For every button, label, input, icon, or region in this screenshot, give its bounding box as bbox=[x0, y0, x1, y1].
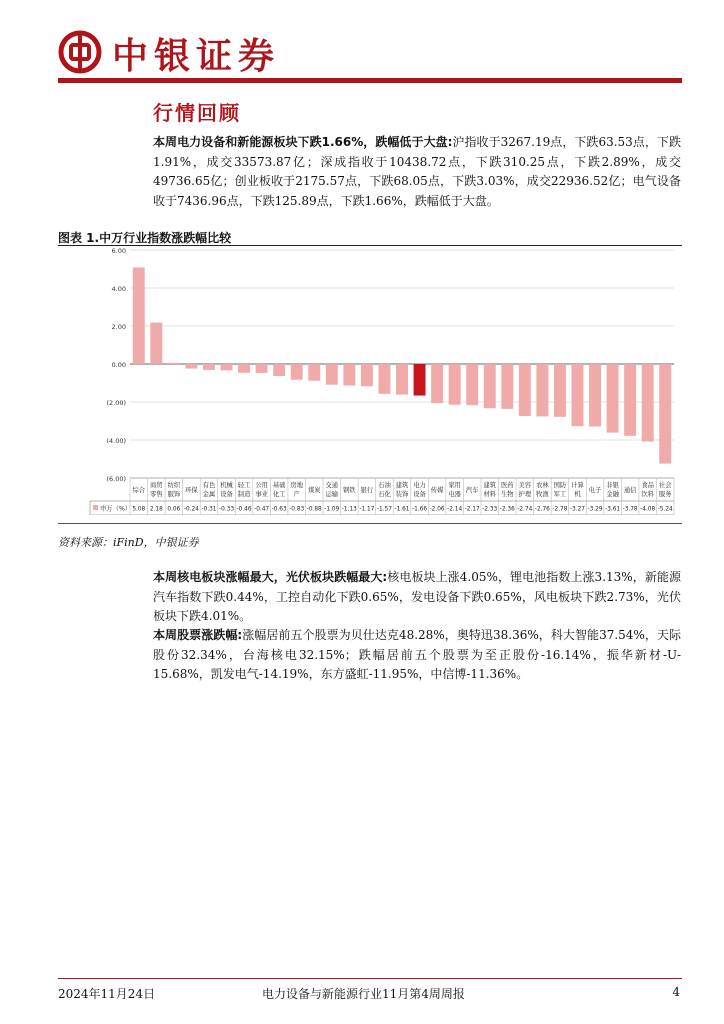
bar-建筑装饰 bbox=[396, 364, 408, 395]
bar-房地产 bbox=[291, 364, 303, 380]
x-tick-label: 公用事业 bbox=[255, 482, 268, 498]
bar-商贸零售 bbox=[150, 323, 162, 364]
data-value-label: -3.78 bbox=[622, 506, 638, 513]
bar-纺织服饰 bbox=[168, 363, 180, 364]
bar-国防军工 bbox=[554, 364, 566, 417]
x-tick-label: 食品饮料 bbox=[641, 482, 654, 498]
y-tick-label: (2.00) bbox=[106, 399, 126, 407]
data-value-label: -2.17 bbox=[464, 506, 480, 513]
data-value-label: -0.31 bbox=[201, 506, 217, 513]
bar-通信 bbox=[624, 364, 636, 436]
x-tick-label: 基础化工 bbox=[272, 482, 286, 498]
x-tick-label: 国防军工 bbox=[553, 482, 567, 498]
page-number: 4 bbox=[672, 985, 680, 999]
x-tick-label: 机械设备 bbox=[220, 482, 233, 498]
data-value-label: -0.24 bbox=[183, 506, 199, 513]
y-tick-label: 0.00 bbox=[111, 361, 126, 369]
bar-银行 bbox=[361, 364, 373, 386]
data-value-label: -0.83 bbox=[289, 506, 305, 513]
data-value-label: 5.08 bbox=[132, 506, 146, 513]
x-tick-label: 煤炭 bbox=[307, 487, 321, 494]
market-summary-lead: 本周电力设备和新能源板块下跌1.66%，跌幅低于大盘: bbox=[153, 135, 453, 149]
data-value-label: -4.08 bbox=[640, 506, 656, 513]
data-value-label: -3.27 bbox=[569, 506, 585, 513]
brand-name: 中银证券 bbox=[112, 36, 281, 77]
x-tick-label: 钢铁 bbox=[343, 487, 356, 494]
x-tick-label: 电力设备 bbox=[413, 482, 426, 498]
data-value-label: -1.57 bbox=[376, 506, 392, 513]
y-tick-label: 6.00 bbox=[111, 247, 126, 255]
data-value-label: -0.63 bbox=[271, 506, 287, 513]
x-tick-label: 医药生物 bbox=[500, 482, 514, 498]
bar-机械设备 bbox=[221, 364, 233, 370]
market-summary-text: 沪指收于3267.19点，下跌63.53点，下跌1.91%，成交33573.87亿；深成指收于10438.72点，下跌310.25点，下跌2.89%，成交49736.65亿；创业板收于2175.57点，下跌68.05点，下跌3.03%，成交22936.52亿；电气设备收于7436.96点，下跌125.89点，下跌1.66%，跌幅低于大盘。 bbox=[153, 135, 681, 208]
data-value-label: 0.06 bbox=[167, 506, 181, 513]
bar-社会服务 bbox=[659, 364, 671, 464]
x-tick-label: 建筑装饰 bbox=[395, 482, 409, 498]
legend-label: 申万（%） bbox=[100, 505, 132, 513]
data-value-label: -2.74 bbox=[517, 506, 533, 513]
bar-煤炭 bbox=[308, 364, 320, 381]
data-value-label: -2.06 bbox=[429, 506, 445, 513]
bar-有色金属 bbox=[203, 364, 215, 370]
industry-index-bar-chart bbox=[58, 247, 682, 515]
data-value-label: -1.66 bbox=[412, 506, 428, 513]
data-value-label: -5.24 bbox=[657, 506, 673, 513]
x-tick-label: 计算机 bbox=[571, 482, 584, 498]
stock-movers-lead: 本周股票涨跌幅: bbox=[153, 628, 243, 642]
data-source: 资料来源：iFinD，中银证券 bbox=[58, 536, 199, 549]
x-tick-label: 电子 bbox=[588, 487, 602, 494]
legend-swatch bbox=[93, 505, 98, 510]
y-tick-label: (4.00) bbox=[106, 437, 126, 445]
x-tick-label: 农林牧渔 bbox=[536, 482, 549, 498]
bar-计算机 bbox=[572, 364, 584, 426]
footer-rule bbox=[58, 978, 682, 979]
source-rule bbox=[58, 523, 682, 524]
sector-performance-lead: 本周核电板块涨幅最大，光伏板块跌幅最大: bbox=[153, 570, 388, 584]
x-tick-label: 汽车 bbox=[465, 487, 479, 494]
y-tick-label: (6.00) bbox=[106, 475, 126, 483]
x-tick-label: 建筑材料 bbox=[483, 482, 497, 498]
data-value-label: -3.61 bbox=[605, 506, 621, 513]
bar-交通运输 bbox=[326, 364, 338, 385]
bar-综合 bbox=[133, 267, 145, 364]
bar-石油石化 bbox=[378, 364, 390, 394]
data-value-label: -0.88 bbox=[306, 506, 322, 513]
bar-公用事业 bbox=[256, 364, 268, 373]
x-tick-label: 银行 bbox=[360, 487, 374, 494]
data-value-label: -2.36 bbox=[499, 506, 515, 513]
x-tick-label: 有色金属 bbox=[202, 482, 216, 498]
y-tick-label: 2.00 bbox=[111, 323, 126, 331]
x-tick-label: 非银金融 bbox=[606, 482, 619, 498]
bar-传媒 bbox=[431, 364, 443, 403]
x-tick-label: 传媒 bbox=[430, 487, 444, 494]
bar-轻工制造 bbox=[238, 364, 250, 373]
bar-医药生物 bbox=[501, 364, 513, 409]
data-value-label: -0.33 bbox=[219, 506, 235, 513]
data-value-label: -1.61 bbox=[394, 506, 410, 513]
data-value-label: -1.13 bbox=[341, 506, 357, 513]
x-tick-label: 社会服务 bbox=[658, 482, 672, 498]
bar-电子 bbox=[589, 364, 601, 427]
x-tick-label: 石油石化 bbox=[378, 482, 391, 498]
data-value-label: -2.14 bbox=[447, 506, 463, 513]
bar-钢铁 bbox=[343, 364, 355, 385]
footer-date: 2024年11月24日 bbox=[58, 987, 156, 1001]
bar-食品饮料 bbox=[642, 364, 654, 442]
x-tick-label: 通信 bbox=[623, 487, 637, 494]
bar-电力设备 bbox=[414, 364, 426, 396]
x-tick-label: 轻工制造 bbox=[237, 482, 251, 498]
market-summary-paragraph bbox=[153, 133, 681, 211]
bar-非银金融 bbox=[607, 364, 619, 433]
header-rule bbox=[58, 78, 682, 83]
bank-of-china-logo-icon bbox=[58, 30, 102, 74]
data-value-label: 2.18 bbox=[149, 506, 163, 513]
bar-基础化工 bbox=[273, 364, 285, 376]
bar-家用电器 bbox=[449, 364, 461, 405]
bar-环保 bbox=[185, 364, 197, 369]
x-tick-label: 房地产 bbox=[290, 482, 304, 498]
stock-movers-paragraph bbox=[153, 626, 681, 685]
y-tick-label: 4.00 bbox=[111, 285, 126, 293]
bar-美容护理 bbox=[519, 364, 531, 416]
data-value-label: -0.46 bbox=[236, 506, 252, 513]
data-value-label: -3.29 bbox=[587, 506, 603, 513]
data-value-label: -1.09 bbox=[324, 506, 340, 513]
figure-rule bbox=[58, 245, 682, 246]
data-value-label: -0.47 bbox=[254, 506, 270, 513]
stock-movers-text: 涨幅居前五个股票为贝仕达克48.28%，奥特迅38.36%，科大智能37.54%，天际股份32.34%，台海核电32.15%；跌幅居前五个股票为至正股份-16.14%，振华新材-U-15.68%，凯发电气-14.19%，东方盛虹-11.95%，中信博-11.36%。 bbox=[153, 628, 681, 681]
x-tick-label: 纺织服饰 bbox=[167, 482, 181, 498]
data-value-label: -2.78 bbox=[552, 506, 568, 513]
footer-report-title: 电力设备与新能源行业11月第4周周报 bbox=[262, 987, 465, 1001]
x-tick-label: 家用电器 bbox=[448, 482, 461, 498]
x-tick-label: 环保 bbox=[185, 487, 198, 494]
figure-title: 图表 1.中万行业指数涨跌幅比较 bbox=[58, 231, 232, 245]
bar-汽车 bbox=[466, 364, 478, 405]
data-value-label: -1.17 bbox=[359, 506, 375, 513]
bar-建筑材料 bbox=[484, 364, 496, 408]
x-tick-label: 商贸零售 bbox=[150, 482, 163, 498]
data-value-label: -2.33 bbox=[482, 506, 498, 513]
x-tick-label: 交通运输 bbox=[325, 482, 339, 498]
x-tick-label: 美容护理 bbox=[518, 482, 532, 498]
sector-performance-text: 核电板块上涨4.05%，锂电池指数上涨3.13%，新能源汽车指数下跌0.44%，工控自动化下跌0.65%，发电设备下跌0.65%，风电板块下跌2.73%，光伏板块下跌4.01%。 bbox=[153, 570, 681, 623]
bar-农林牧渔 bbox=[536, 364, 548, 416]
data-value-label: -2.76 bbox=[534, 506, 550, 513]
section-title: 行情回顾 bbox=[153, 101, 241, 125]
sector-performance-paragraph bbox=[153, 568, 681, 627]
x-tick-label: 综合 bbox=[132, 487, 146, 494]
